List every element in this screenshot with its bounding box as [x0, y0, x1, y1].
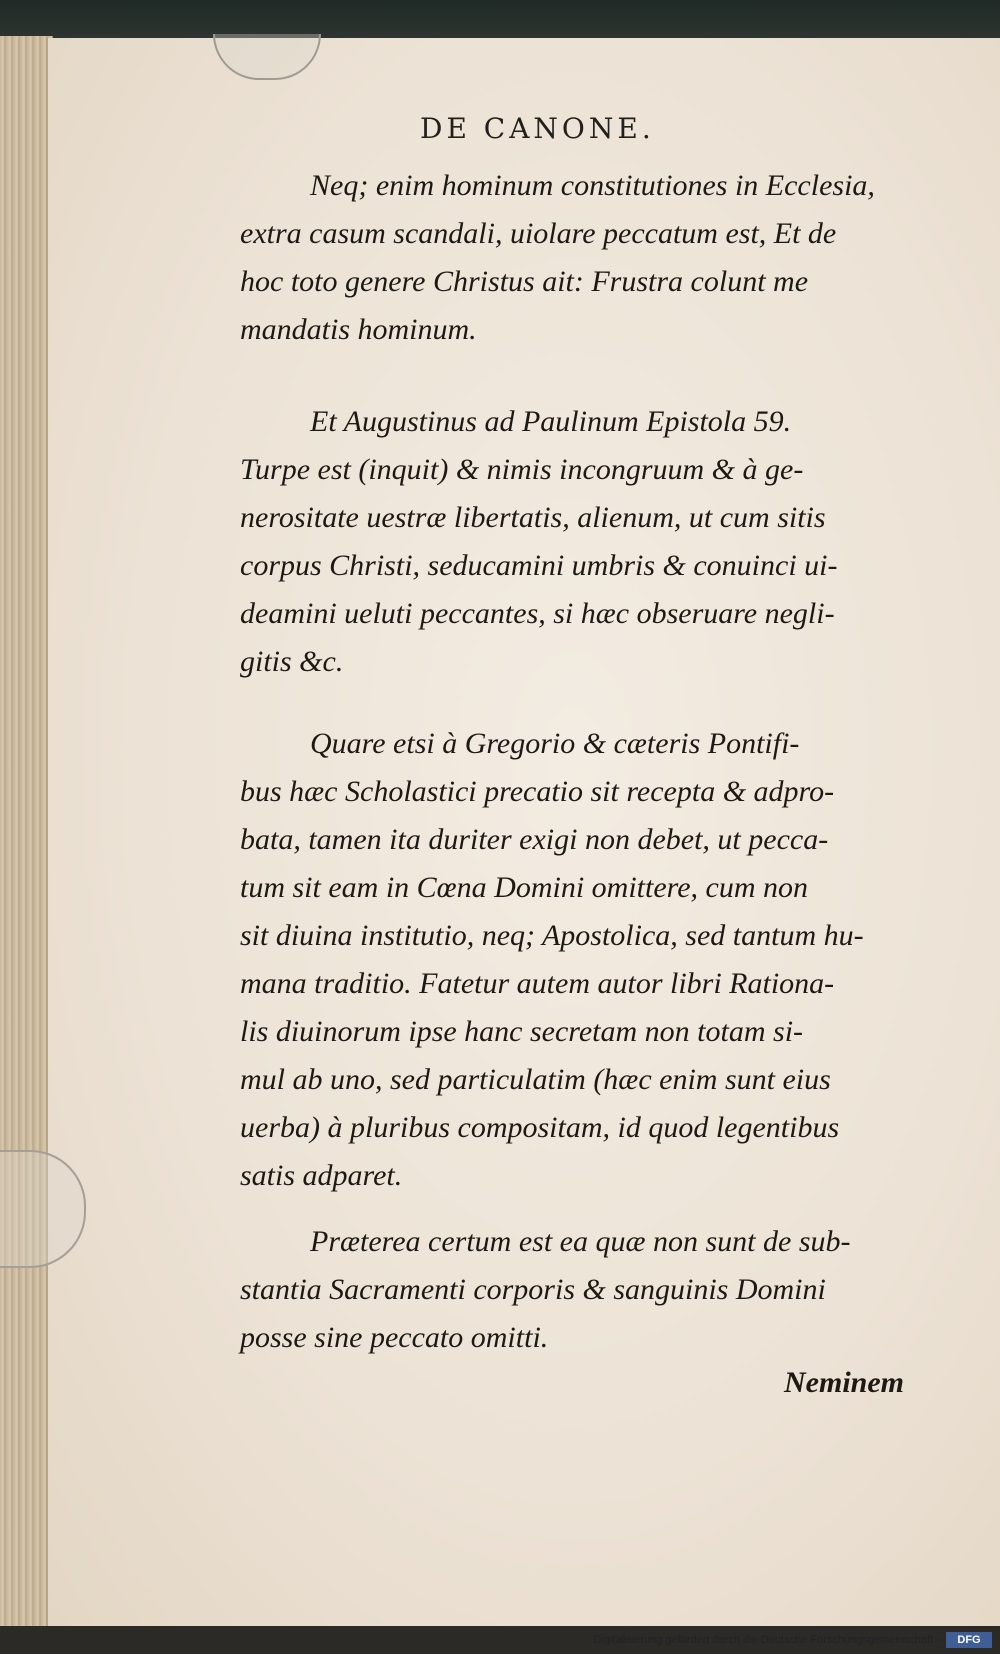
text-line: Præterea certum est ea quæ non sunt de sub-: [310, 1225, 851, 1258]
text-line: Turpe est (inquit) & nimis incongruum & à ge-: [240, 453, 804, 486]
paragraph-3: [240, 720, 940, 1200]
text-line: sit diuina institutio, neq; Apostolica, sed tantum hu-: [240, 919, 864, 952]
text-line: mul ab uno, sed particulatim (hæc enim sunt eius: [240, 1063, 831, 1096]
catchword: Neminem: [784, 1366, 904, 1399]
text-line: bata, tamen ita duriter exigi non debet, ut pecca-: [240, 823, 829, 856]
text-line: mana traditio. Fatetur autem autor libri Rationa-: [240, 967, 835, 1000]
text-line: corpus Christi, seducamini umbris & conuinci ui-: [240, 549, 838, 582]
running-heading: DE CANONE.: [420, 112, 655, 145]
text-line: bus hæc Scholastici precatio sit recepta & adpro-: [240, 775, 835, 808]
text-line: lis diuinorum ipse hanc secretam non totam si-: [240, 1015, 804, 1048]
paragraph-1: [240, 162, 940, 354]
text-line: Quare etsi à Gregorio & cæteris Pontifi-: [310, 727, 800, 760]
text-line: hoc toto genere Christus ait: Frustra colunt me: [240, 265, 809, 298]
text-line: deamini ueluti peccantes, si hæc obseruare negli-: [240, 597, 835, 630]
text-line: Et Augustinus ad Paulinum Epistola 59.: [310, 405, 792, 438]
text-line: uerba) à pluribus compositam, id quod legentibus: [240, 1111, 840, 1144]
digitization-credit: Digitalisierung gefördert durch die Deutsche Forschungsgemeinschaft -: [593, 1634, 940, 1646]
paragraph-4: [240, 1218, 940, 1362]
text-line: gitis &c.: [240, 645, 344, 678]
text-line: extra casum scandali, uiolare peccatum est, Et de: [240, 217, 837, 250]
text-line: nerositate uestræ libertatis, alienum, ut cum sitis: [240, 501, 826, 534]
text-line: satis adparet.: [240, 1159, 403, 1192]
dfg-logo: DFG: [946, 1632, 992, 1648]
text-line: tum sit eam in Cœna Domini omittere, cum non: [240, 871, 809, 904]
text-line: posse sine peccato omitti.: [240, 1321, 549, 1354]
text-line: stantia Sacramenti corporis & sanguinis Domini: [240, 1273, 826, 1306]
text-line: Neq; enim hominum constitutiones in Ecclesia,: [310, 169, 875, 202]
text-line: mandatis hominum.: [240, 313, 477, 346]
paragraph-2: [240, 398, 940, 686]
scanner-top-band: [0, 0, 1000, 38]
